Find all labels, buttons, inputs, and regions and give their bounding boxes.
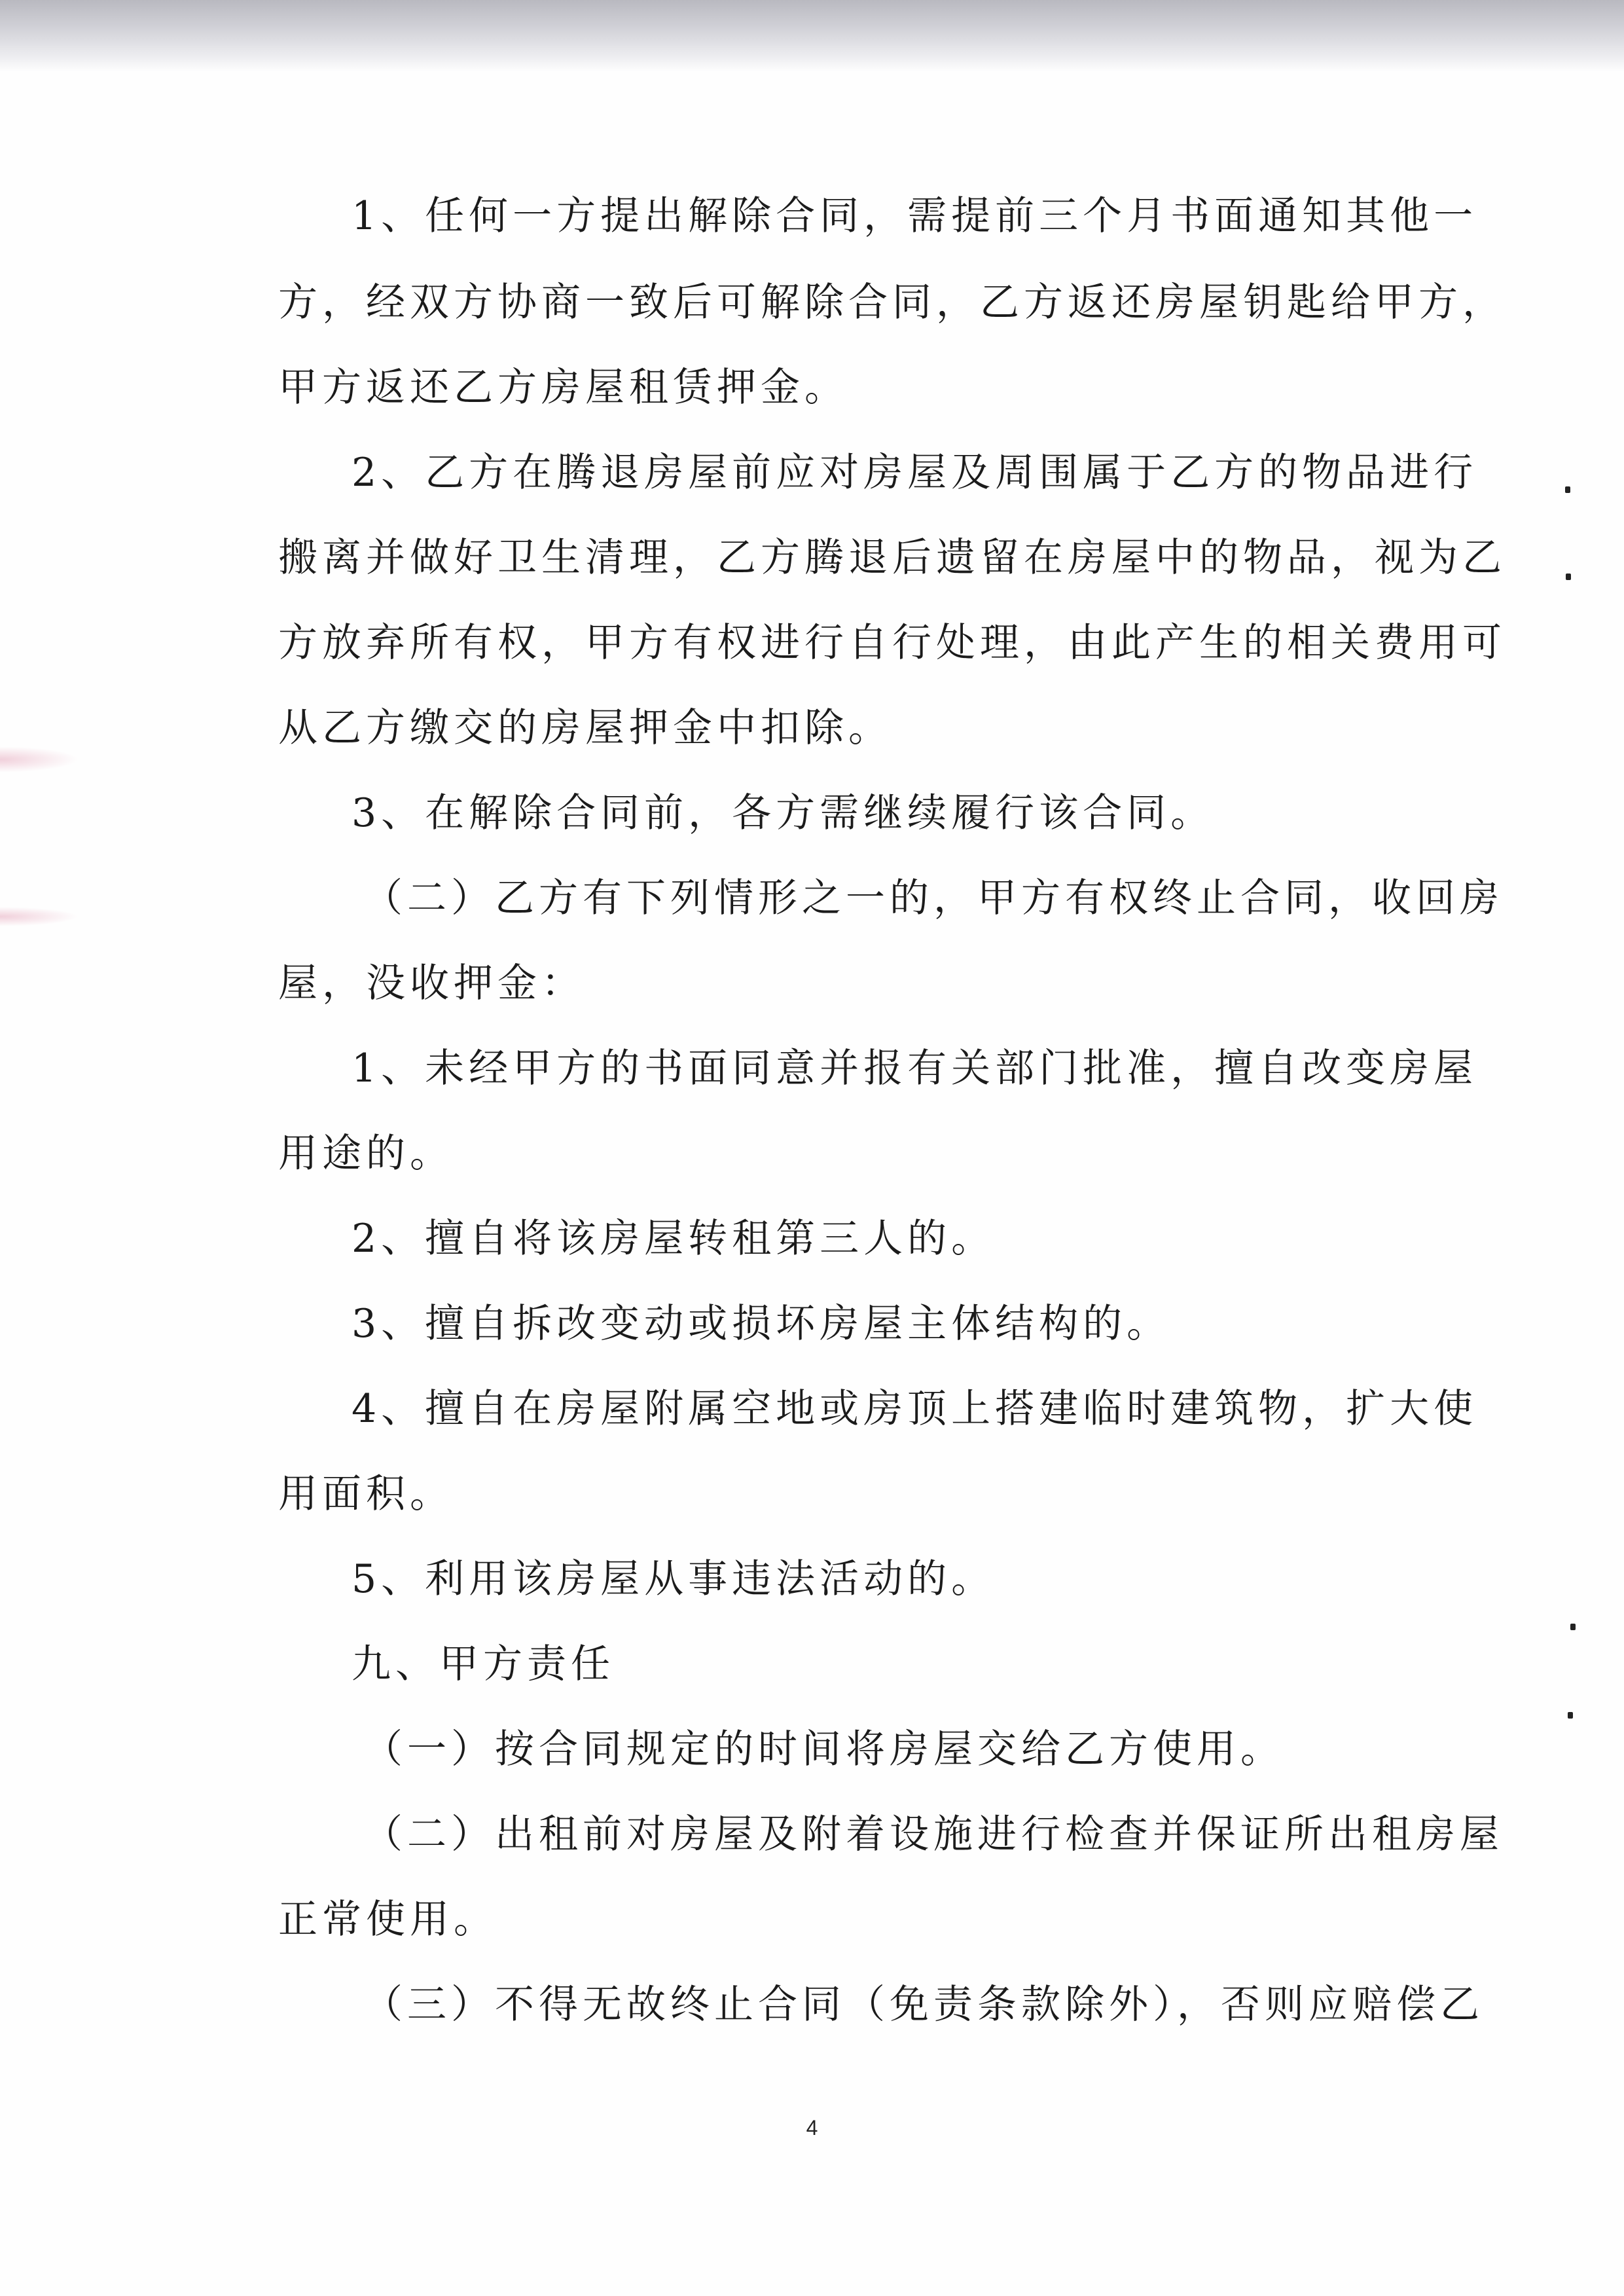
paragraph-line: 1、未经甲方的书面同意并报有关部门批准，擅自改变房屋 (352, 1046, 1478, 1091)
stain-mark (0, 907, 79, 926)
paragraph-line: 方，经双方协商一致后可解除合同，乙方返还房屋钥匙给甲方， (278, 280, 1506, 325)
paragraph-line: 用面积。 (278, 1471, 454, 1517)
paragraph-line: 用途的。 (278, 1131, 454, 1176)
section-heading: 九、甲方责任 (352, 1641, 615, 1687)
paragraph-line: 屋，没收押金： (278, 960, 585, 1006)
paragraph-line: （二）出租前对房屋及附着设施进行检查并保证所出租房屋 (363, 1812, 1504, 1857)
stain-mark (0, 746, 79, 773)
paragraph-line: 3、擅自拆改变动或损坏房屋主体结构的。 (352, 1301, 1171, 1347)
paragraph-line: （三）不得无故终止合同（免责条款除外），否则应赔偿乙 (363, 1982, 1484, 2028)
paragraph-line: 正常使用。 (278, 1897, 497, 1942)
paragraph-line: 1、任何一方提出解除合同，需提前三个月书面通知其他一 (352, 193, 1478, 239)
paragraph-line: （一）按合同规定的时间将房屋交给乙方使用。 (363, 1726, 1284, 1772)
paragraph-line: 4、擅自在房屋附属空地或房顶上搭建临时建筑物，扩大使 (352, 1386, 1478, 1432)
paragraph-line: 5、利用该房屋从事违法活动的。 (352, 1556, 996, 1602)
paragraph-line: （二）乙方有下列情形之一的，甲方有权终止合同，收回房 (363, 875, 1504, 921)
paragraph-line: 方放弃所有权，甲方有权进行自行处理，由此产生的相关费用可 (278, 620, 1506, 666)
paragraph-line: 甲方返还乙方房屋租赁押金。 (278, 365, 848, 410)
paragraph-line: 从乙方缴交的房屋押金中扣除。 (278, 705, 892, 751)
paragraph-line: 搬离并做好卫生清理，乙方腾退后遗留在房屋中的物品，视为乙 (278, 535, 1506, 581)
page-number: 4 (806, 2116, 818, 2140)
paragraph-line: 2、乙方在腾退房屋前应对房屋及周围属于乙方的物品进行 (352, 450, 1478, 496)
paragraph-line: 2、擅自将该房屋转租第三人的。 (352, 1216, 996, 1262)
scan-shadow (0, 0, 1624, 72)
paragraph-line: 3、在解除合同前，各方需继续履行该合同。 (352, 790, 1215, 836)
